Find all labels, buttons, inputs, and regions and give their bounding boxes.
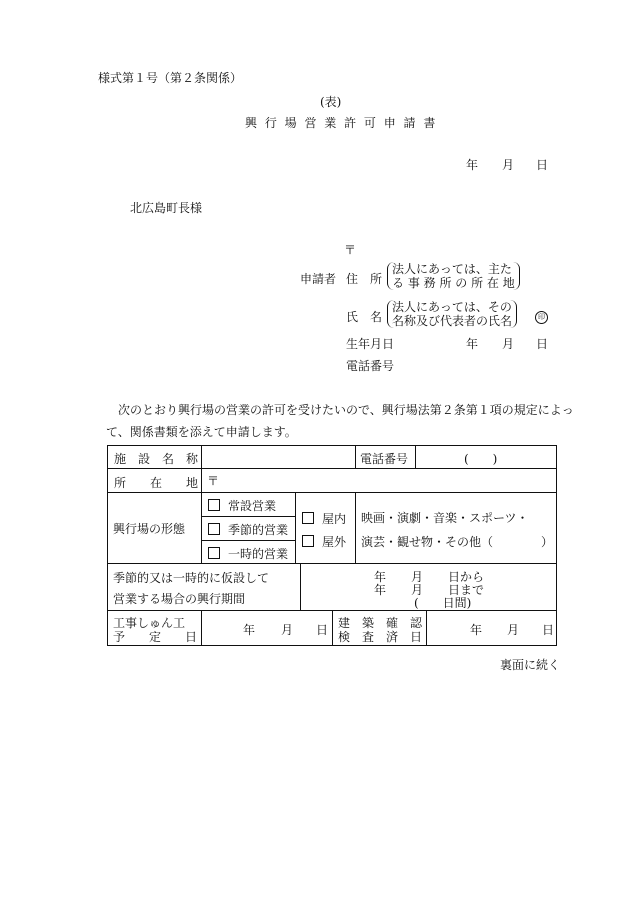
- confirm-day: 日: [542, 623, 555, 637]
- checkbox-seasonal[interactable]: [208, 523, 220, 535]
- side-label: (表): [320, 95, 342, 109]
- location-postal-mark: 〒: [207, 474, 220, 488]
- option-indoor-label: 屋内: [322, 512, 347, 526]
- seal-icon: 印: [535, 311, 548, 324]
- completion-label-line2: 予 定 日: [113, 630, 198, 644]
- confirm-label-line2: 検 査 済 日: [338, 630, 423, 644]
- table-phone-value: ( ): [464, 452, 498, 466]
- performance-types-line1: 映画・演劇・音楽・スポーツ・: [361, 511, 529, 525]
- address-label: 住 所: [346, 272, 383, 286]
- postal-mark: 〒: [344, 243, 357, 257]
- phone-label: 電話番号: [346, 359, 395, 373]
- birth-year: 年: [466, 337, 479, 351]
- period-from-year: 年: [374, 570, 387, 584]
- name-label: 氏 名: [346, 310, 383, 324]
- period-to-month: 月: [411, 583, 424, 597]
- form-number: 様式第１号（第２条関係）: [98, 71, 243, 85]
- address-note-line2: る 事 務 所 の 所 在 地: [392, 276, 515, 290]
- period-to-year: 年: [374, 583, 387, 597]
- name-note-line2: 名称及び代表者の氏名: [392, 314, 513, 328]
- page-title: 興 行 場 営 業 許 可 申 請 書: [245, 116, 438, 130]
- checkbox-temporary[interactable]: [208, 547, 220, 559]
- period-label-line2: 営業する場合の興行期間: [113, 592, 246, 606]
- checkbox-indoor[interactable]: [302, 512, 314, 524]
- applicant-label: 申請者: [300, 272, 337, 286]
- option-outdoor[interactable]: [302, 533, 346, 550]
- confirm-month: 月: [507, 623, 520, 637]
- period-from-suffix: 日から: [448, 570, 485, 584]
- period-to-suffix: 日まで: [448, 583, 485, 597]
- body-text-line2: て、関係書類を添えて申請します。: [106, 425, 297, 439]
- addressee: 北広島町長様: [130, 201, 203, 215]
- completion-year: 年: [243, 623, 256, 637]
- address-note-line1: 法人にあっては、主た: [392, 262, 512, 276]
- period-from-month: 月: [411, 570, 424, 584]
- continued-note: 裏面に続く: [500, 658, 561, 672]
- location-label: 所 在 地: [114, 476, 199, 490]
- performance-types-line2: 演芸・観せ物・その他（ ）: [361, 535, 554, 549]
- period-days: ( 日間): [414, 596, 472, 610]
- body-text-line1: 次のとおり興行場の営業の許可を受けたいので、興行場法第２条第１項の規定によっ: [118, 403, 574, 417]
- period-label-line1: 季節的又は一時的に仮設して: [113, 571, 270, 585]
- name-note-line1: 法人にあっては、その: [392, 300, 512, 314]
- option-temporary-label: 一時的営業: [228, 547, 289, 561]
- completion-day: 日: [316, 623, 329, 637]
- option-permanent-label: 常設営業: [228, 499, 277, 513]
- form-label: 興行場の形態: [113, 522, 186, 536]
- option-seasonal[interactable]: [208, 521, 288, 538]
- option-indoor[interactable]: [302, 510, 346, 527]
- date-month: 月: [502, 158, 515, 172]
- option-outdoor-label: 屋外: [322, 535, 347, 549]
- option-permanent[interactable]: [208, 497, 276, 514]
- option-seasonal-label: 季節的営業: [228, 523, 289, 537]
- birth-month: 月: [502, 337, 515, 351]
- facility-name-label: 施 設 名 称: [114, 452, 199, 466]
- confirm-label-line1: 建 築 確 認: [338, 616, 423, 630]
- completion-month: 月: [281, 623, 294, 637]
- date-year: 年: [466, 158, 479, 172]
- completion-label-line1: 工事しゅん工: [113, 616, 186, 630]
- option-temporary[interactable]: [208, 545, 288, 562]
- seal-mark: [535, 308, 548, 324]
- checkbox-outdoor[interactable]: [302, 535, 314, 547]
- checkbox-permanent[interactable]: [208, 499, 220, 511]
- address-note: [387, 262, 520, 290]
- name-note: [387, 300, 517, 328]
- date-day: 日: [536, 158, 549, 172]
- birth-day: 日: [536, 337, 549, 351]
- birth-label: 生年月日: [346, 337, 395, 351]
- confirm-year: 年: [470, 623, 483, 637]
- table-phone-label: 電話番号: [360, 452, 409, 466]
